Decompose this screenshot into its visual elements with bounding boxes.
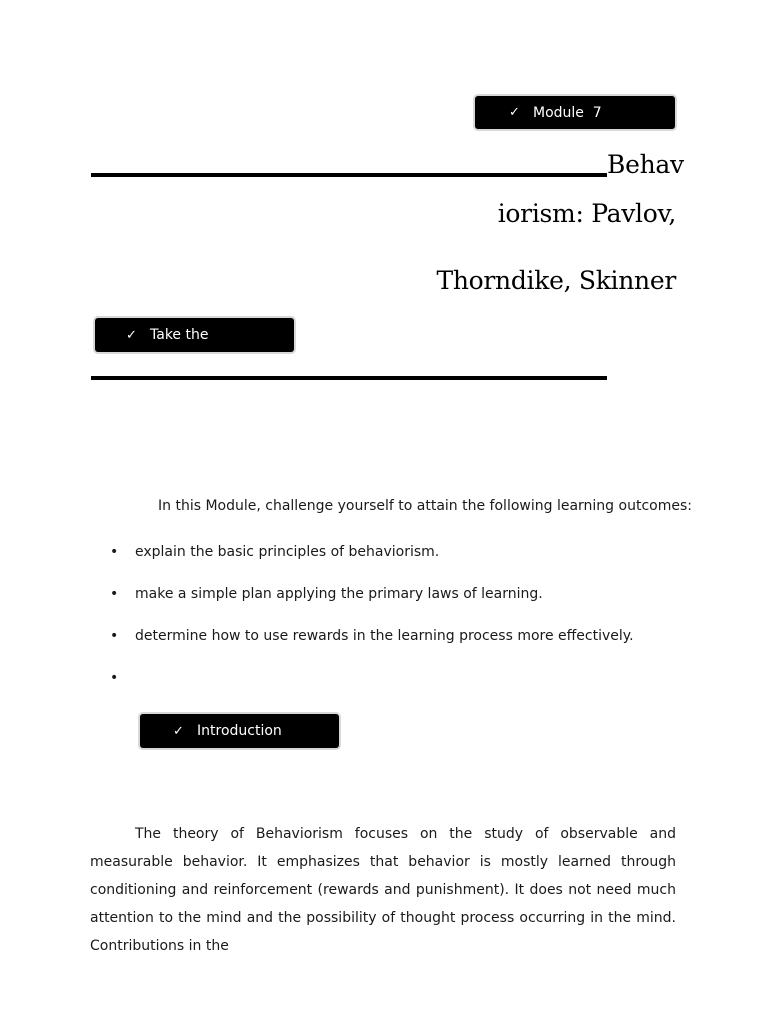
outcomes-intro: In this Module, challenge yourself to attain the following learning outcomes: xyxy=(158,498,692,514)
introduction-paragraph xyxy=(90,820,676,960)
module-title-line1: Behav xyxy=(607,150,684,179)
take-the-label: Take the xyxy=(150,327,209,343)
list-item xyxy=(108,628,634,670)
checkmark-icon: ✓ xyxy=(173,723,184,739)
list-item xyxy=(108,544,634,586)
checkmark-icon: ✓ xyxy=(126,327,137,343)
bullet-icon: • xyxy=(110,628,119,644)
checkmark-icon: ✓ xyxy=(509,105,520,120)
outcome-text: determine how to use rewards in the learning process more effectively. xyxy=(135,628,634,644)
introduction-text: The theory of Behaviorism focuses on the study of observable and measurable behavior. It emphasizes that behavior is mostly learned through conditioning and reinforcement (rewards and punishment). It does not need much attention to the mind and the possibility of thought process occurring in the mind. Contributions in the xyxy=(90,826,676,954)
take-the-tag xyxy=(95,318,294,352)
introduction-tag xyxy=(140,714,339,748)
module-label: Module 7 xyxy=(533,104,602,121)
outcome-text: explain the basic principles of behaviorism. xyxy=(135,544,440,560)
list-item xyxy=(108,670,634,712)
outcome-text: make a simple plan applying the primary laws of learning. xyxy=(135,586,543,602)
introduction-label: Introduction xyxy=(197,723,282,739)
bullet-icon: • xyxy=(110,670,119,686)
section-rule xyxy=(91,376,607,380)
module-title-line2: iorism: Pavlov, xyxy=(497,199,676,228)
module-tag xyxy=(475,96,675,129)
bullet-icon: • xyxy=(110,586,119,602)
title-rule xyxy=(91,173,607,177)
bullet-icon: • xyxy=(110,544,119,560)
list-item xyxy=(108,586,634,628)
module-title-line3: Thorndike, Skinner xyxy=(436,266,676,295)
outcomes-list xyxy=(108,544,634,712)
